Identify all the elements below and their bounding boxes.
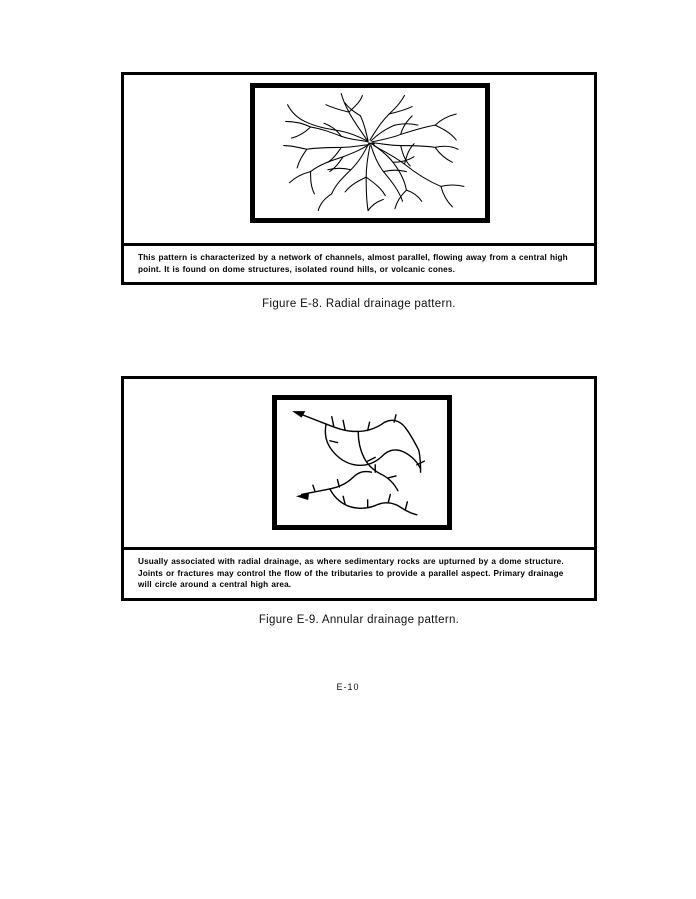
annular-drainage-pattern-illustration [272,395,452,530]
figure-e8-caption-text: This pattern is characterized by a network of channels, almost parallel, flowing away from a central high point. It is found on dome structures, isolated round hills, or volcanic cones. [138,253,568,274]
figure-e9-label: Figure E-9. Annular drainage pattern. [258,613,460,626]
figure-e9-caption-box [124,547,594,598]
figure-e8-caption-box [124,243,594,282]
figure-e8-block [121,72,597,310]
figure-e9-block [121,376,597,626]
figure-e8-label: Figure E-8. Radial drainage pattern. [262,298,456,311]
figure-e9-caption-text: Usually associated with radial drainage, as where sedimentary rocks are upturned by a dome structure. Joints or fractures may control the flow of the tributaries to provide a parallel aspect. Primary drainage will circle around a central high area. [138,557,564,590]
figure-e9-frame [121,376,597,601]
figure-e9-illustration-area [124,379,594,547]
page-number: E-10 [336,682,360,692]
figure-e8-frame [121,72,597,285]
radial-drainage-pattern-illustration [250,83,490,223]
figure-e8-illustration-area [124,75,594,243]
